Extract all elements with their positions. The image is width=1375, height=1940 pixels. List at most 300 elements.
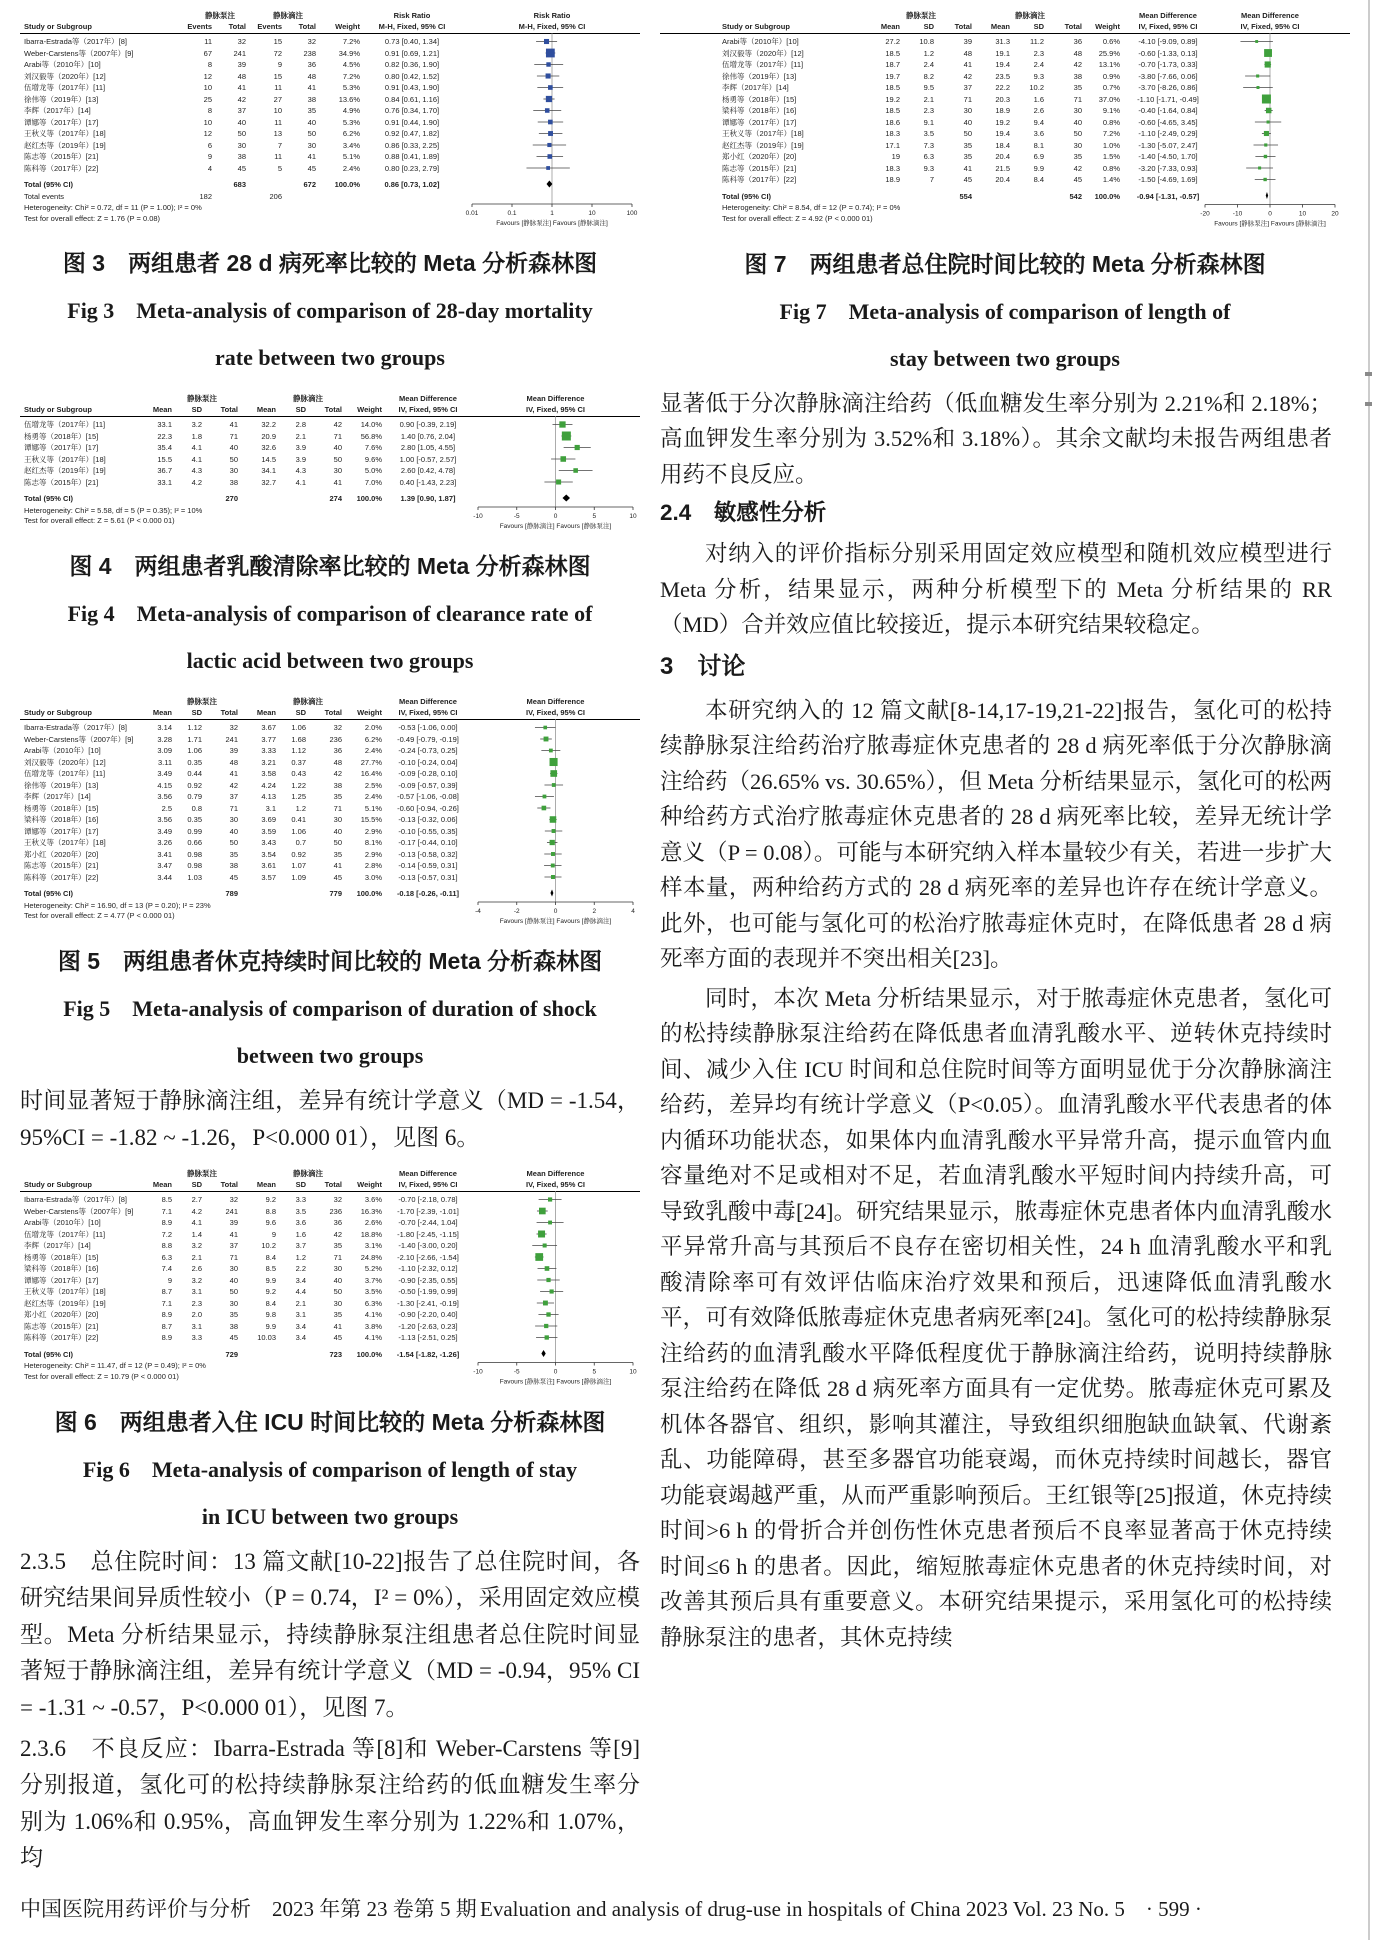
cell-value: 19.4	[995, 129, 1010, 138]
weight-value: 3.4%	[342, 140, 360, 150]
fig7-forest-plot	[660, 10, 1350, 233]
forest-plot-graph	[432, 10, 672, 232]
cell-value: 0.79	[187, 792, 202, 801]
heterogeneity-text: Heterogeneity: Chi² = 5.58, df = 5 (P = 0.35); I² = 10%	[24, 505, 203, 515]
cell-value: 3.57	[261, 872, 276, 882]
weight-value: 1.5%	[1102, 152, 1120, 161]
effect-value: -0.60 [-0.94, -0.26]	[397, 803, 459, 813]
cell-value: 42	[963, 71, 972, 81]
effect-value: -1.13 [-2.51, 0.25]	[398, 1333, 458, 1343]
weight-value: 3.6%	[364, 1195, 382, 1205]
cell-value: 2.7	[191, 1195, 202, 1205]
svg-text:-10: -10	[473, 513, 483, 520]
cell-value: 22.2	[995, 83, 1010, 92]
svg-text:5: 5	[592, 1368, 597, 1376]
effect-value: -0.10 [-0.55, 0.35]	[398, 826, 458, 836]
col-header: Weight	[357, 708, 382, 717]
overall-effect-text: Test for overall effect: Z = 10.79 (P < 0.000 01)	[24, 1371, 179, 1381]
col-header: Mean	[152, 405, 172, 414]
effect-value: -2.10 [-2.66, -1.54]	[397, 1252, 459, 1262]
cell-value: 8.5	[265, 1264, 276, 1274]
cell-value: 10	[203, 83, 212, 92]
group1-label: 静脉泵注	[187, 697, 217, 706]
fig3-caption-zh: 图 3 两组患者 28 d 病死率比较的 Meta 分析森林图	[62, 250, 598, 276]
svg-text:-10: -10	[473, 1368, 483, 1376]
effect-value: -1.40 [-3.00, 0.20]	[398, 1241, 458, 1251]
cell-value: 8.5	[161, 1195, 172, 1205]
footer-journal-en: Evaluation and analysis of drug-use in hospitals of China 2023 Vol. 23 No. 5 · 599 ·	[480, 1897, 1202, 1921]
cell-value: 2.4	[923, 60, 934, 69]
weight-value: 8.1%	[364, 838, 382, 847]
cell-value: 2.6	[1033, 106, 1044, 115]
cell-value: 8.9	[161, 1310, 172, 1320]
fig7-caption-zh: 图 7 两组患者总住院时间比较的 Meta 分析森林图	[744, 250, 1266, 277]
cell-value: 2.3	[191, 1298, 202, 1308]
cell-value: 50	[229, 1287, 238, 1297]
cell-value: 236	[329, 734, 342, 744]
paragraph-adverse-cont: 显著低于分次静脉滴注给药（低血糖发生率分别为 2.21%和 2.18%；高血钾发生率分别为 3.52%和 3.18%）。其余文献均未报告两组患者用药不良反应。	[660, 390, 1332, 487]
effect-col-heading: Mean Difference	[399, 1169, 457, 1179]
cell-value: 30	[333, 466, 342, 475]
effect-value: -0.57 [-1.06, -0.08]	[397, 792, 459, 801]
weight-value: 2.4%	[342, 163, 360, 173]
weight-value: 4.1%	[364, 1333, 382, 1343]
cell-value: 3.2	[191, 420, 202, 429]
total-row: 100.0%	[356, 494, 382, 503]
cell-value: 238	[303, 48, 316, 58]
study-label: Arabi等（2010年）[10]	[24, 60, 101, 69]
heterogeneity-text: Heterogeneity: Chi² = 0.72, df = 11 (P = 1.00); I² = 0%	[24, 203, 202, 212]
svg-text:10: 10	[629, 513, 637, 520]
effect-value: 0.73 [0.40, 1.34]	[384, 37, 440, 46]
col-header: Total	[324, 708, 342, 717]
svg-text:Favours [静脉滴注] Favours [静脉泵注]: Favours [静脉滴注] Favours [静脉泵注]	[499, 523, 612, 530]
col-header: Mean	[256, 1180, 276, 1190]
weight-value: 27.7%	[360, 757, 382, 767]
study-label: 梁科等（2018年）[16]	[24, 815, 99, 824]
weight-value: 1.0%	[1102, 140, 1120, 150]
cell-value: 0.92	[291, 849, 306, 859]
cell-value: 18.9	[995, 106, 1010, 115]
cell-value: 9.4	[1033, 117, 1044, 127]
svg-text:-10: -10	[1232, 210, 1243, 218]
svg-text:10: 10	[629, 1368, 637, 1376]
cell-value: 11.2	[1029, 37, 1044, 46]
col-header: SD	[295, 405, 306, 414]
fig3-caption-en: Fig 3 Meta-analysis of comparison of 28-day mortality	[67, 298, 593, 323]
weight-value: 34.9%	[338, 48, 360, 58]
weight-value: 9.6%	[364, 454, 382, 464]
total-row: 100.0%	[356, 889, 382, 898]
weight-value: 2.4%	[364, 792, 382, 801]
cell-value: 37	[237, 106, 246, 115]
effect-value: -0.09 [-0.28, 0.10]	[398, 769, 458, 778]
study-label: 梁科等（2018年）[16]	[722, 106, 797, 115]
cell-value: 4.1	[295, 477, 306, 487]
cell-value: 241	[225, 734, 238, 744]
cell-value: 22.3	[157, 431, 172, 441]
cell-value: 35	[1073, 152, 1082, 161]
effect-col-heading: IV, Fixed, 95% CI	[1138, 22, 1198, 31]
cell-value: 20.3	[995, 94, 1010, 104]
cell-value: 3.49	[157, 769, 172, 778]
cell-value: 1.07	[291, 861, 306, 870]
effect-col-heading: Risk Ratio	[393, 11, 431, 20]
cell-value: 7.3	[923, 140, 934, 150]
group2-label: 静脉滴注	[1015, 11, 1045, 20]
cell-value: 3.09	[157, 746, 172, 755]
cell-value: 8.9	[161, 1218, 172, 1228]
cell-value: 18.5	[885, 106, 900, 115]
overall-effect-text: Test for overall effect: Z = 1.76 (P = 0.08)	[24, 213, 161, 223]
cell-value: 48	[1073, 48, 1082, 58]
cell-value: 71	[963, 94, 972, 104]
study-label: 王秋义等（2017年）[18]	[24, 129, 106, 138]
col-header: Events	[257, 22, 282, 31]
cell-value: 0.7	[295, 838, 306, 847]
col-header: Weight	[335, 22, 360, 31]
svg-text:Favours [静脉泵注] Favours [静脉滴注]: Favours [静脉泵注] Favours [静脉滴注]	[1214, 220, 1326, 228]
weight-value: 1.4%	[1102, 175, 1120, 184]
study-label: 伍增龙等（2017年）[11]	[24, 420, 106, 429]
cell-value: 3.1	[191, 1321, 202, 1331]
study-label: 徐伟等（2019年）[13]	[722, 71, 797, 81]
cell-value: 23.5	[995, 71, 1010, 81]
svg-text:Favours [静脉泵注] Favours [静脉滴注]: Favours [静脉泵注] Favours [静脉滴注]	[499, 1378, 612, 1386]
col-header: Study or Subgroup	[24, 405, 92, 414]
cell-value: 71	[333, 1252, 342, 1262]
effect-value: -1.30 [-5.07, 2.47]	[1138, 140, 1198, 150]
study-label: 陈科等（2017年）[22]	[24, 163, 99, 173]
total-effect: -1.54 [-1.82, -1.26]	[396, 1349, 460, 1359]
fig5-caption-en2: between two groups	[236, 1043, 424, 1068]
study-label: 陈志等（2015年）[21]	[24, 477, 99, 487]
cell-value: 241	[233, 48, 246, 58]
cell-value: 39	[237, 60, 246, 69]
cell-value: 9.8	[265, 1310, 276, 1320]
col-header: Total	[298, 22, 316, 31]
cell-value: 0.98	[187, 849, 202, 859]
cell-value: 0.99	[187, 826, 202, 836]
scan-mark	[1365, 402, 1372, 406]
cell-value: 41	[333, 477, 342, 487]
cell-value: 9.3	[923, 163, 934, 173]
cell-value: 71	[333, 431, 342, 441]
plot-heading: Risk Ratio	[533, 11, 571, 20]
study-label: Ibarra-Estrada等（2017年）[8]	[24, 723, 127, 732]
cell-value: 9.2	[265, 1195, 276, 1205]
svg-text:2: 2	[592, 908, 597, 915]
cell-value: 0.35	[187, 815, 202, 824]
forest-plot-graph	[438, 393, 673, 535]
effect-value: 0.86 [0.33, 2.25]	[384, 140, 440, 150]
study-label: 伍增龙等（2017年）[11]	[24, 83, 106, 92]
effect-value: -0.70 [-1.73, 0.33]	[1138, 60, 1198, 69]
study-label: Arabi等（2010年）[10]	[24, 1218, 101, 1228]
cell-value: 3.69	[261, 815, 276, 824]
study-label: 王秋义等（2017年）[18]	[24, 1287, 106, 1297]
cell-value: 1.68	[291, 734, 306, 744]
cell-value: 3.6	[1033, 129, 1044, 138]
weight-value: 16.4%	[360, 769, 382, 778]
cell-value: 41	[963, 163, 972, 173]
total-events-row: Total events	[24, 191, 65, 201]
study-label: 陈志等（2015年）[21]	[722, 163, 797, 173]
cell-value: 40	[307, 117, 316, 127]
cell-value: 9.9	[1033, 163, 1044, 173]
cell-value: 40	[229, 443, 238, 452]
cell-value: 236	[329, 1206, 342, 1216]
effect-col-heading: Mean Difference	[399, 697, 457, 706]
col-header: Study or Subgroup	[722, 22, 790, 31]
svg-text:0: 0	[1268, 210, 1272, 218]
cell-value: 20.9	[261, 431, 276, 441]
weight-value: 7.0%	[364, 477, 382, 487]
col-header: Total	[1064, 22, 1082, 31]
forest-plot-graph	[438, 1168, 673, 1391]
cell-value: 3.2	[191, 1241, 202, 1251]
fig7-caption-en2: stay between two groups	[890, 345, 1120, 371]
cell-value: 2.4	[1033, 60, 1044, 69]
study-label: 伍增龙等（2017年）[11]	[24, 1229, 106, 1239]
cell-value: 45	[229, 872, 238, 882]
study-label: 刘汉毅等（2020年）[12]	[722, 48, 804, 58]
cell-value: 50	[333, 454, 342, 464]
cell-value: 7	[929, 175, 934, 184]
svg-text:Favours [静脉泵注] Favours [静脉滴注]: Favours [静脉泵注] Favours [静脉滴注]	[499, 918, 612, 925]
total-row: 100.0%	[356, 1349, 382, 1359]
cell-value: 7	[277, 140, 282, 150]
cell-value: 42	[333, 420, 342, 429]
study-label: 伍增龙等（2017年）[11]	[24, 769, 106, 778]
cell-value: 40	[229, 826, 238, 836]
cell-value: 11	[274, 152, 282, 161]
paragraph-2-3-5: 2.3.5 总住院时间：13 篇文献[10-22]报告了总住院时间，各研究结果间异质性较小（P = 0.74，I² = 0%），采用固定效应模型。Meta 分析结果显示，持续静脉泵注组患者总住院时间显著短于静脉滴注组，差异有统计学意义（MD = -0.94，95% CI = -1.31 ~ -0.57，P<0.000 01），见图 7。	[20, 1548, 640, 1721]
cell-value: 40	[237, 117, 246, 127]
cell-value: 7.2	[161, 1229, 172, 1239]
cell-value: 4.1	[191, 1218, 202, 1228]
total-events-row: 206	[269, 191, 282, 201]
fig3-caption	[20, 240, 640, 381]
weight-value: 2.0%	[364, 723, 382, 732]
cell-value: 10.03	[257, 1333, 276, 1343]
effect-value: 1.40 [0.76, 2.04]	[400, 431, 456, 441]
cell-value: 18.5	[885, 83, 900, 92]
cell-value: 36.7	[157, 466, 172, 475]
cell-value: 36	[1073, 37, 1082, 46]
cell-value: 36	[333, 746, 342, 755]
study-label: Weber-Carstens等（2007年）[9]	[24, 48, 134, 58]
cell-value: 37	[229, 792, 238, 801]
cell-value: 45	[229, 1333, 238, 1343]
study-label: 杨勇等（2018年）[15]	[24, 803, 99, 813]
effect-value: -1.70 [-2.39, -1.01]	[397, 1206, 459, 1216]
total-row: 542	[1069, 191, 1082, 201]
study-label: 赵红杰等（2019年）[19]	[24, 466, 106, 475]
col-header: SD	[191, 405, 202, 414]
forest-plot-graph	[438, 696, 673, 930]
group1-label: 静脉泵注	[187, 1169, 217, 1179]
cell-value: 41	[333, 1321, 342, 1331]
cell-value: 35	[333, 1241, 342, 1251]
weight-value: 7.2%	[342, 71, 360, 81]
study-label: 伍增龙等（2017年）[11]	[722, 60, 804, 69]
study-label: 郑小红（2020年）[20]	[24, 849, 99, 859]
cell-value: 1.6	[1033, 94, 1044, 104]
weight-value: 2.6%	[364, 1218, 382, 1228]
cell-value: 10	[203, 117, 212, 127]
cell-value: 1.71	[187, 734, 202, 744]
cell-value: 8.9	[161, 1333, 172, 1343]
cell-value: 2.3	[1033, 48, 1044, 58]
cell-value: 3.59	[261, 826, 276, 836]
cell-value: 8.8	[265, 1206, 276, 1216]
cell-value: 0.92	[187, 780, 202, 790]
effect-value: 0.91 [0.44, 1.90]	[384, 117, 440, 127]
cell-value: 38	[229, 861, 238, 870]
weight-value: 7.6%	[364, 443, 382, 452]
cell-value: 3.3	[295, 1195, 306, 1205]
cell-value: 30	[333, 1264, 342, 1274]
cell-value: 25	[203, 94, 212, 104]
study-label: Weber-Carstens等（2007年）[9]	[24, 1206, 134, 1216]
study-label: Arabi等（2010年）[10]	[722, 37, 799, 46]
study-label: 谭娜等（2017年）[17]	[24, 826, 99, 836]
study-label: Weber-Carstens等（2007年）[9]	[24, 734, 134, 744]
group1-label: 静脉泵注	[187, 394, 217, 403]
cell-value: 42	[229, 780, 238, 790]
cell-value: 6.3	[161, 1252, 172, 1262]
left-column	[20, 10, 640, 1877]
total-effect: -0.94 [-1.31, -0.57]	[1136, 191, 1200, 201]
cell-value: 3.47	[157, 861, 172, 870]
cell-value: 2.0	[191, 1310, 202, 1320]
weight-value: 6.3%	[364, 1298, 382, 1308]
cell-value: 18.6	[885, 117, 900, 127]
group2-label: 静脉滴注	[293, 1169, 323, 1179]
effect-value: -0.17 [-0.44, 0.10]	[398, 838, 458, 847]
cell-value: 8.2	[923, 71, 934, 81]
svg-text:0.01: 0.01	[465, 210, 479, 217]
cell-value: 9	[277, 60, 282, 69]
study-label: 王秋义等（2017年）[18]	[24, 454, 106, 464]
cell-value: 48	[333, 757, 342, 767]
cell-value: 1.06	[291, 723, 306, 732]
effect-col-heading: IV, Fixed, 95% CI	[398, 1180, 458, 1190]
cell-value: 18.7	[885, 60, 900, 69]
cell-value: 0.43	[291, 769, 306, 778]
cell-value: 41	[307, 83, 316, 92]
svg-text:0: 0	[553, 908, 558, 915]
cell-value: 31.3	[995, 37, 1010, 46]
effect-value: 2.60 [0.42, 4.78]	[400, 466, 456, 475]
study-label: 赵红杰等（2019年）[19]	[24, 1298, 106, 1308]
col-header: Study or Subgroup	[24, 22, 92, 31]
study-label: 陈科等（2017年）[22]	[722, 175, 797, 184]
fig6-caption-zh: 图 6 两组患者入住 ICU 时间比较的 Meta 分析森林图	[54, 1408, 606, 1435]
study-label: 陈志等（2015年）[21]	[24, 1321, 99, 1331]
cell-value: 4.1	[191, 443, 202, 452]
cell-value: 1.2	[295, 1252, 306, 1262]
cell-value: 32.2	[261, 420, 276, 429]
weight-value: 0.8%	[1102, 163, 1120, 173]
effect-value: -0.53 [-1.06, 0.00]	[398, 723, 458, 732]
cell-value: 42	[1073, 60, 1082, 69]
effect-value: -0.24 [-0.73, 0.25]	[398, 746, 458, 755]
cell-value: 35	[963, 152, 972, 161]
cell-value: 3.4	[295, 1275, 306, 1285]
cell-value: 41	[229, 420, 238, 429]
paragraph-discussion-1: 本研究纳入的 12 篇文献[8-14,17-19,21-22]报告，氢化可的松持续静脉泵注给药治疗脓毒症休克患者的 28 d 病死率低于分次静脉滴注给药（26.65% vs. 30.65%），但 Meta 分析结果显示，氢化可的松两种给药方式治疗脓毒症休克患者的 28 d 病死率比较，差异无统计学意义（P = 0.08）。可能与本研究纳入样本量较少有关，若进一步扩大样本量，两种给药方式的 28 d 病死率的差异也许存在统计学意义。此外，也可能与氢化可的松治疗脓毒症休克时，在降低患者 28 d 病死率方面的表现并不突出相关[23]。	[660, 697, 1332, 971]
cell-value: 32	[229, 723, 238, 732]
effect-col-heading: IV, Fixed, 95% CI	[398, 405, 458, 414]
plot-heading: Mean Difference	[526, 1169, 585, 1179]
cell-value: 30	[229, 466, 238, 475]
cell-value: 30	[1073, 106, 1082, 115]
cell-value: 38	[237, 152, 246, 161]
total-row: Total (95% CI)	[24, 1349, 74, 1359]
svg-text:100: 100	[626, 210, 638, 217]
cell-value: 38	[307, 94, 316, 104]
cell-value: 41	[229, 1229, 238, 1239]
cell-value: 4.4	[295, 1287, 306, 1297]
cell-value: 40	[1073, 117, 1082, 127]
cell-value: 71	[229, 1252, 238, 1262]
cell-value: 45	[237, 163, 246, 173]
fig3-caption-en2: rate between two groups	[215, 345, 445, 370]
cell-value: 19.2	[885, 94, 900, 104]
cell-value: 3.1	[191, 1287, 202, 1297]
cell-value: 40	[963, 117, 972, 127]
total-row: 100.0%	[1094, 191, 1120, 201]
cell-value: 39	[963, 37, 972, 46]
cell-value: 71	[333, 803, 342, 813]
weight-value: 56.8%	[360, 431, 382, 441]
weight-value: 2.9%	[364, 849, 382, 859]
col-header: Mean	[152, 708, 172, 717]
group1-label: 静脉泵注	[906, 11, 936, 20]
svg-text:0: 0	[553, 513, 558, 520]
cell-value: 8.8	[161, 1241, 172, 1251]
cell-value: 38	[1073, 71, 1082, 81]
study-label: 赵红杰等（2019年）[19]	[24, 140, 106, 150]
cell-value: 27	[273, 94, 282, 104]
cell-value: 3.33	[261, 746, 276, 755]
cell-value: 4.2	[191, 1206, 202, 1216]
fig4-caption	[20, 543, 640, 684]
cell-value: 7.4	[161, 1264, 172, 1274]
weight-value: 16.3%	[360, 1206, 382, 1216]
cell-value: 19.1	[995, 48, 1010, 58]
plot-heading: Mean Difference	[526, 394, 585, 403]
cell-value: 42	[237, 94, 246, 104]
cell-value: 1.22	[291, 780, 306, 790]
weight-value: 13.6%	[338, 94, 360, 104]
effect-value: -1.10 [-1.71, -0.49]	[1137, 94, 1199, 104]
cell-value: 4.15	[157, 780, 172, 790]
cell-value: 0.35	[187, 757, 202, 767]
cell-value: 39	[229, 1218, 238, 1228]
cell-value: 30	[1073, 140, 1082, 150]
fig5-caption	[20, 938, 640, 1079]
weight-value: 3.5%	[364, 1287, 382, 1297]
total-row: 789	[225, 889, 238, 898]
cell-value: 3.26	[157, 838, 172, 847]
cell-value: 33.1	[157, 420, 172, 429]
cell-value: 5	[277, 163, 282, 173]
right-column	[660, 10, 1350, 1655]
total-row: 274	[329, 494, 342, 503]
